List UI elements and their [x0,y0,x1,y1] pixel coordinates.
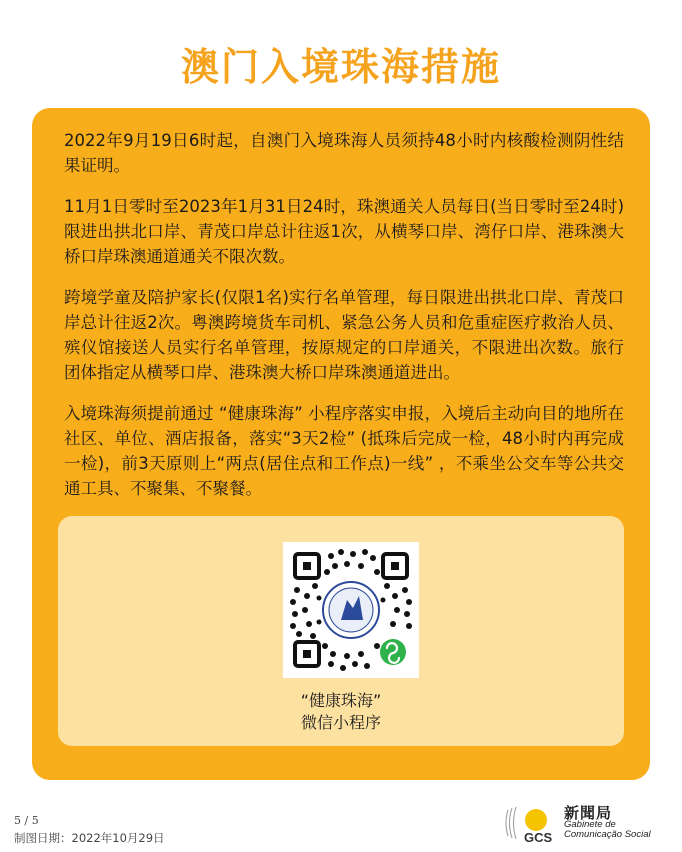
paragraph-nat-test: 2022年9月19日6时起，自澳门入境珠海人员须持48小时内核酸检测阴性结果证明。 [64,131,624,175]
logo-name-pt [564,820,651,840]
paragraph-list [64,128,624,517]
logo-name-pt-line2: Comunicação Social [564,829,651,840]
page-indicator: 5 / 5 [14,814,39,827]
qr-caption-type: 微信小程序 [300,713,381,732]
logo-name-pt-line1: Gabinete de [564,819,616,830]
page-title: 澳门入境珠海措施 [180,45,501,89]
qr-caption-name: “健康珠海” [300,691,382,710]
paragraph-name-list: 跨境学童及陪护家长(仅限1名)实行名单管理，每日限进出拱北口岸、青茂口岸总计往返2次。粤澳跨境货车司机、紧急公务人员和危重症医疗救治人员、殡仪馆接送人员实行名单管理，按原规定的口岸通关，不限进出次数。旅行团体指定从横琴口岸、港珠澳大桥口岸珠澳通道进出。 [64,288,624,382]
info-card [32,108,650,780]
gcs-mark-text: GCS [524,830,553,845]
logo-name-zh: 新聞局 [564,804,613,822]
qr-panel [58,516,624,746]
paragraph-crossing-limit: 11月1日零时至2023年1月31日24时，珠澳通关人员每日(当日零时至24时)限进出拱北口岸、青茂口岸总计往返1次，从横琴口岸、湾仔口岸、港珠澳大桥口岸珠澳通道通关不限次数。 [64,197,624,266]
qr-code-icon [283,542,419,678]
gcs-logo-icon [502,800,562,846]
qr-code[interactable] [283,542,419,678]
paragraph-health-declaration: 入境珠海须提前通过 “健康珠海” 小程序落实申报，入境后主动向目的地所在社区、单位、酒店报备，落实“3天2检” (抵珠后完成一检，48小时内再完成一检)，前3天原则上“两点(居住点和工作点)一线” ，不乘坐公交车等公共交通工具、不聚集、不聚餐。 [64,404,624,498]
chart-date: 制图日期：2022年10月29日 [14,831,165,845]
gcs-logo [502,800,672,846]
